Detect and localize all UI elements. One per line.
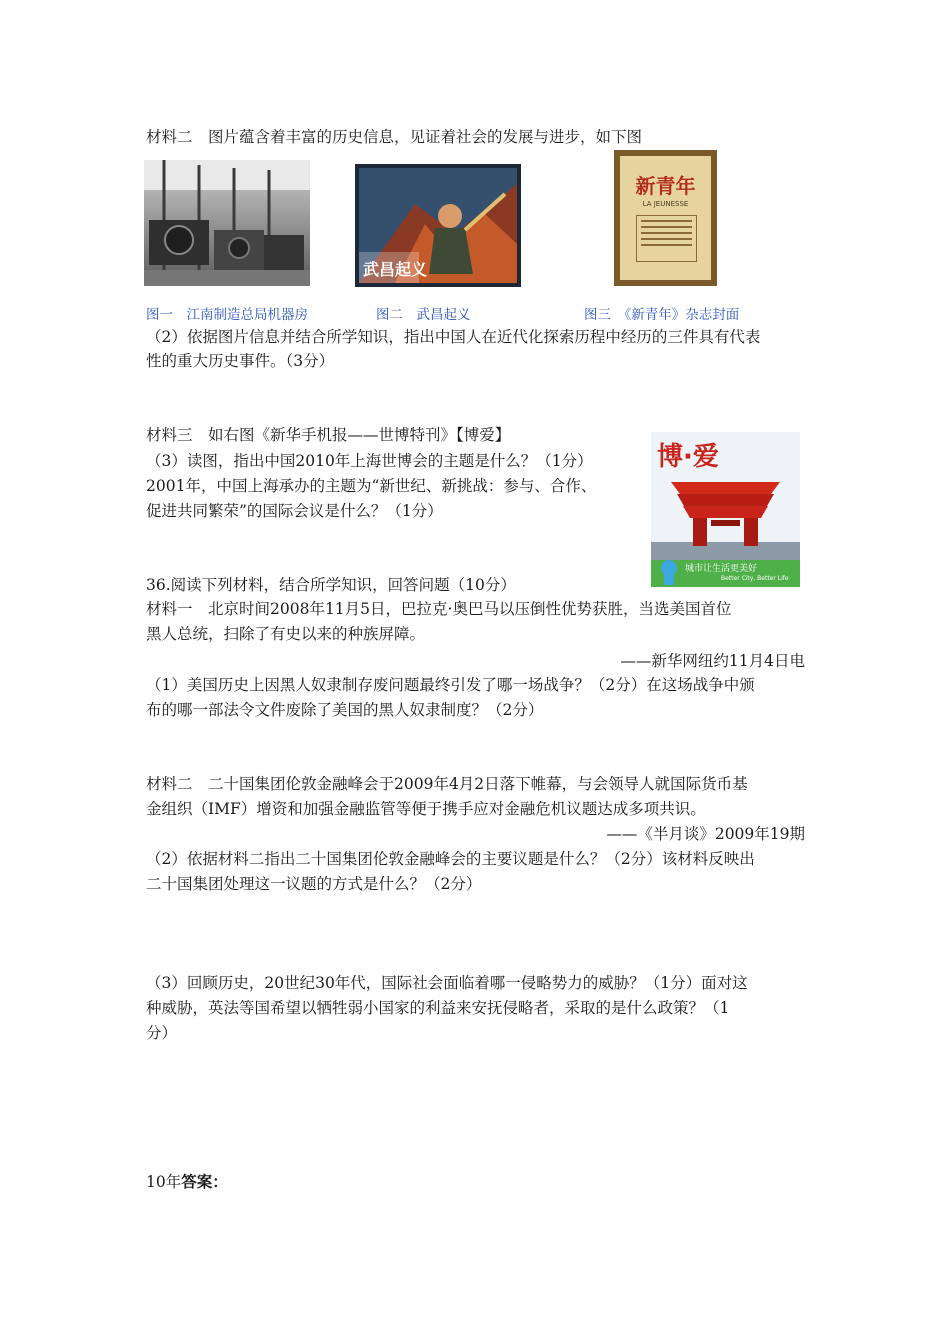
q3-line2: 2001年，中国上海承办的主题为“新世纪、新挑战：参与、合作、 (146, 477, 597, 495)
material2-intro: 材料二 图片蕴含着丰富的历史信息，见证着社会的发展与进步，如下图 (146, 128, 643, 146)
q36-material1-source: ——新华网纽约11月4日电 (620, 652, 805, 670)
figure3-new-youth-cover (614, 150, 717, 286)
answer-heading (146, 1171, 228, 1193)
q36-material2-line1: 材料二 二十国集团伦敦金融峰会于2009年4月2日落下帷幕，与会领导人就国际货币基 (146, 775, 748, 793)
material3-line: 材料三 如右图《新华手机报——世博特刊》【博爱】 (146, 426, 511, 444)
figure1-machine-room-photo (144, 160, 310, 286)
q36-q2-line1: （2）依据材料二指出二十国集团伦敦金融峰会的主要议题是什么？（2分）该材料反映出 (146, 850, 755, 868)
q2-line1: （2）依据图片信息并结合所学知识，指出中国人在近代化探索历程中经历的三件具有代表 (146, 328, 761, 346)
q2-line2: 性的重大历史事件。（3分） (146, 352, 335, 370)
figure3-cover-title: 新青年 (635, 174, 696, 198)
figure2-wuchang-uprising-painting (355, 164, 521, 287)
answer-label: 答案： (181, 1172, 228, 1191)
q36-heading: 36.阅读下列材料，结合所学知识，回答问题（10分） (146, 576, 516, 594)
q36-q3-line1: （3）回顾历史，20世纪30年代，国际社会面临着哪一侵略势力的威胁？（1分）面对这 (146, 974, 748, 992)
q36-q2-line2: 二十国集团处理这一议题的方式是什么？（2分） (146, 875, 482, 893)
q36-q1-line1: （1）美国历史上因黑人奴隶制存废问题最终引发了哪一场战争？（2分）在这场战争中颁 (146, 676, 755, 694)
q36-material1-line1: 材料一 北京时间2008年11月5日，巴拉克·奥巴马以压倒性优势获胜，当选美国首位 (146, 600, 732, 618)
q3-line3: 促进共同繁荣”的国际会议是什么？（1分） (146, 502, 443, 520)
figure2-overlay-text: 武昌起义 (363, 260, 428, 279)
poster-title: 博·爱 (657, 442, 719, 472)
q36-q1-line2: 布的哪一部法令文件废除了美国的黑人奴隶制度？（2分） (146, 701, 544, 719)
q36-q3-line3: 分） (146, 1024, 178, 1042)
poster-slogan-en: Better City, Better Life (721, 575, 789, 582)
expo-poster-image (651, 432, 800, 587)
answer-prefix: 10年 (146, 1173, 182, 1191)
figure3-cover-subtitle: LA JEUNESSE (642, 200, 689, 208)
figure2-caption: 图二 武昌起义 (376, 307, 471, 323)
q36-material2-line2: 金组织（IMF）增资和加强金融监管等便于携手应对金融危机议题达成多项共识。 (146, 800, 706, 818)
poster-slogan: 城市让生活更美好 (685, 564, 758, 574)
figure3-caption: 图三 《新青年》杂志封面 (584, 307, 740, 323)
figure1-caption: 图一 江南制造总局机器房 (146, 307, 308, 323)
q3-line1: （3）读图，指出中国2010年上海世博会的主题是什么？（1分） (146, 452, 593, 470)
q36-material1-line2: 黑人总统，扫除了有史以来的种族屏障。 (146, 625, 426, 643)
q36-material2-source: ——《半月谈》2009年19期 (606, 825, 805, 843)
q36-q3-line2: 种威胁，英法等国希望以牺牲弱小国家的利益来安抚侵略者，采取的是什么政策？（1 (146, 999, 730, 1017)
